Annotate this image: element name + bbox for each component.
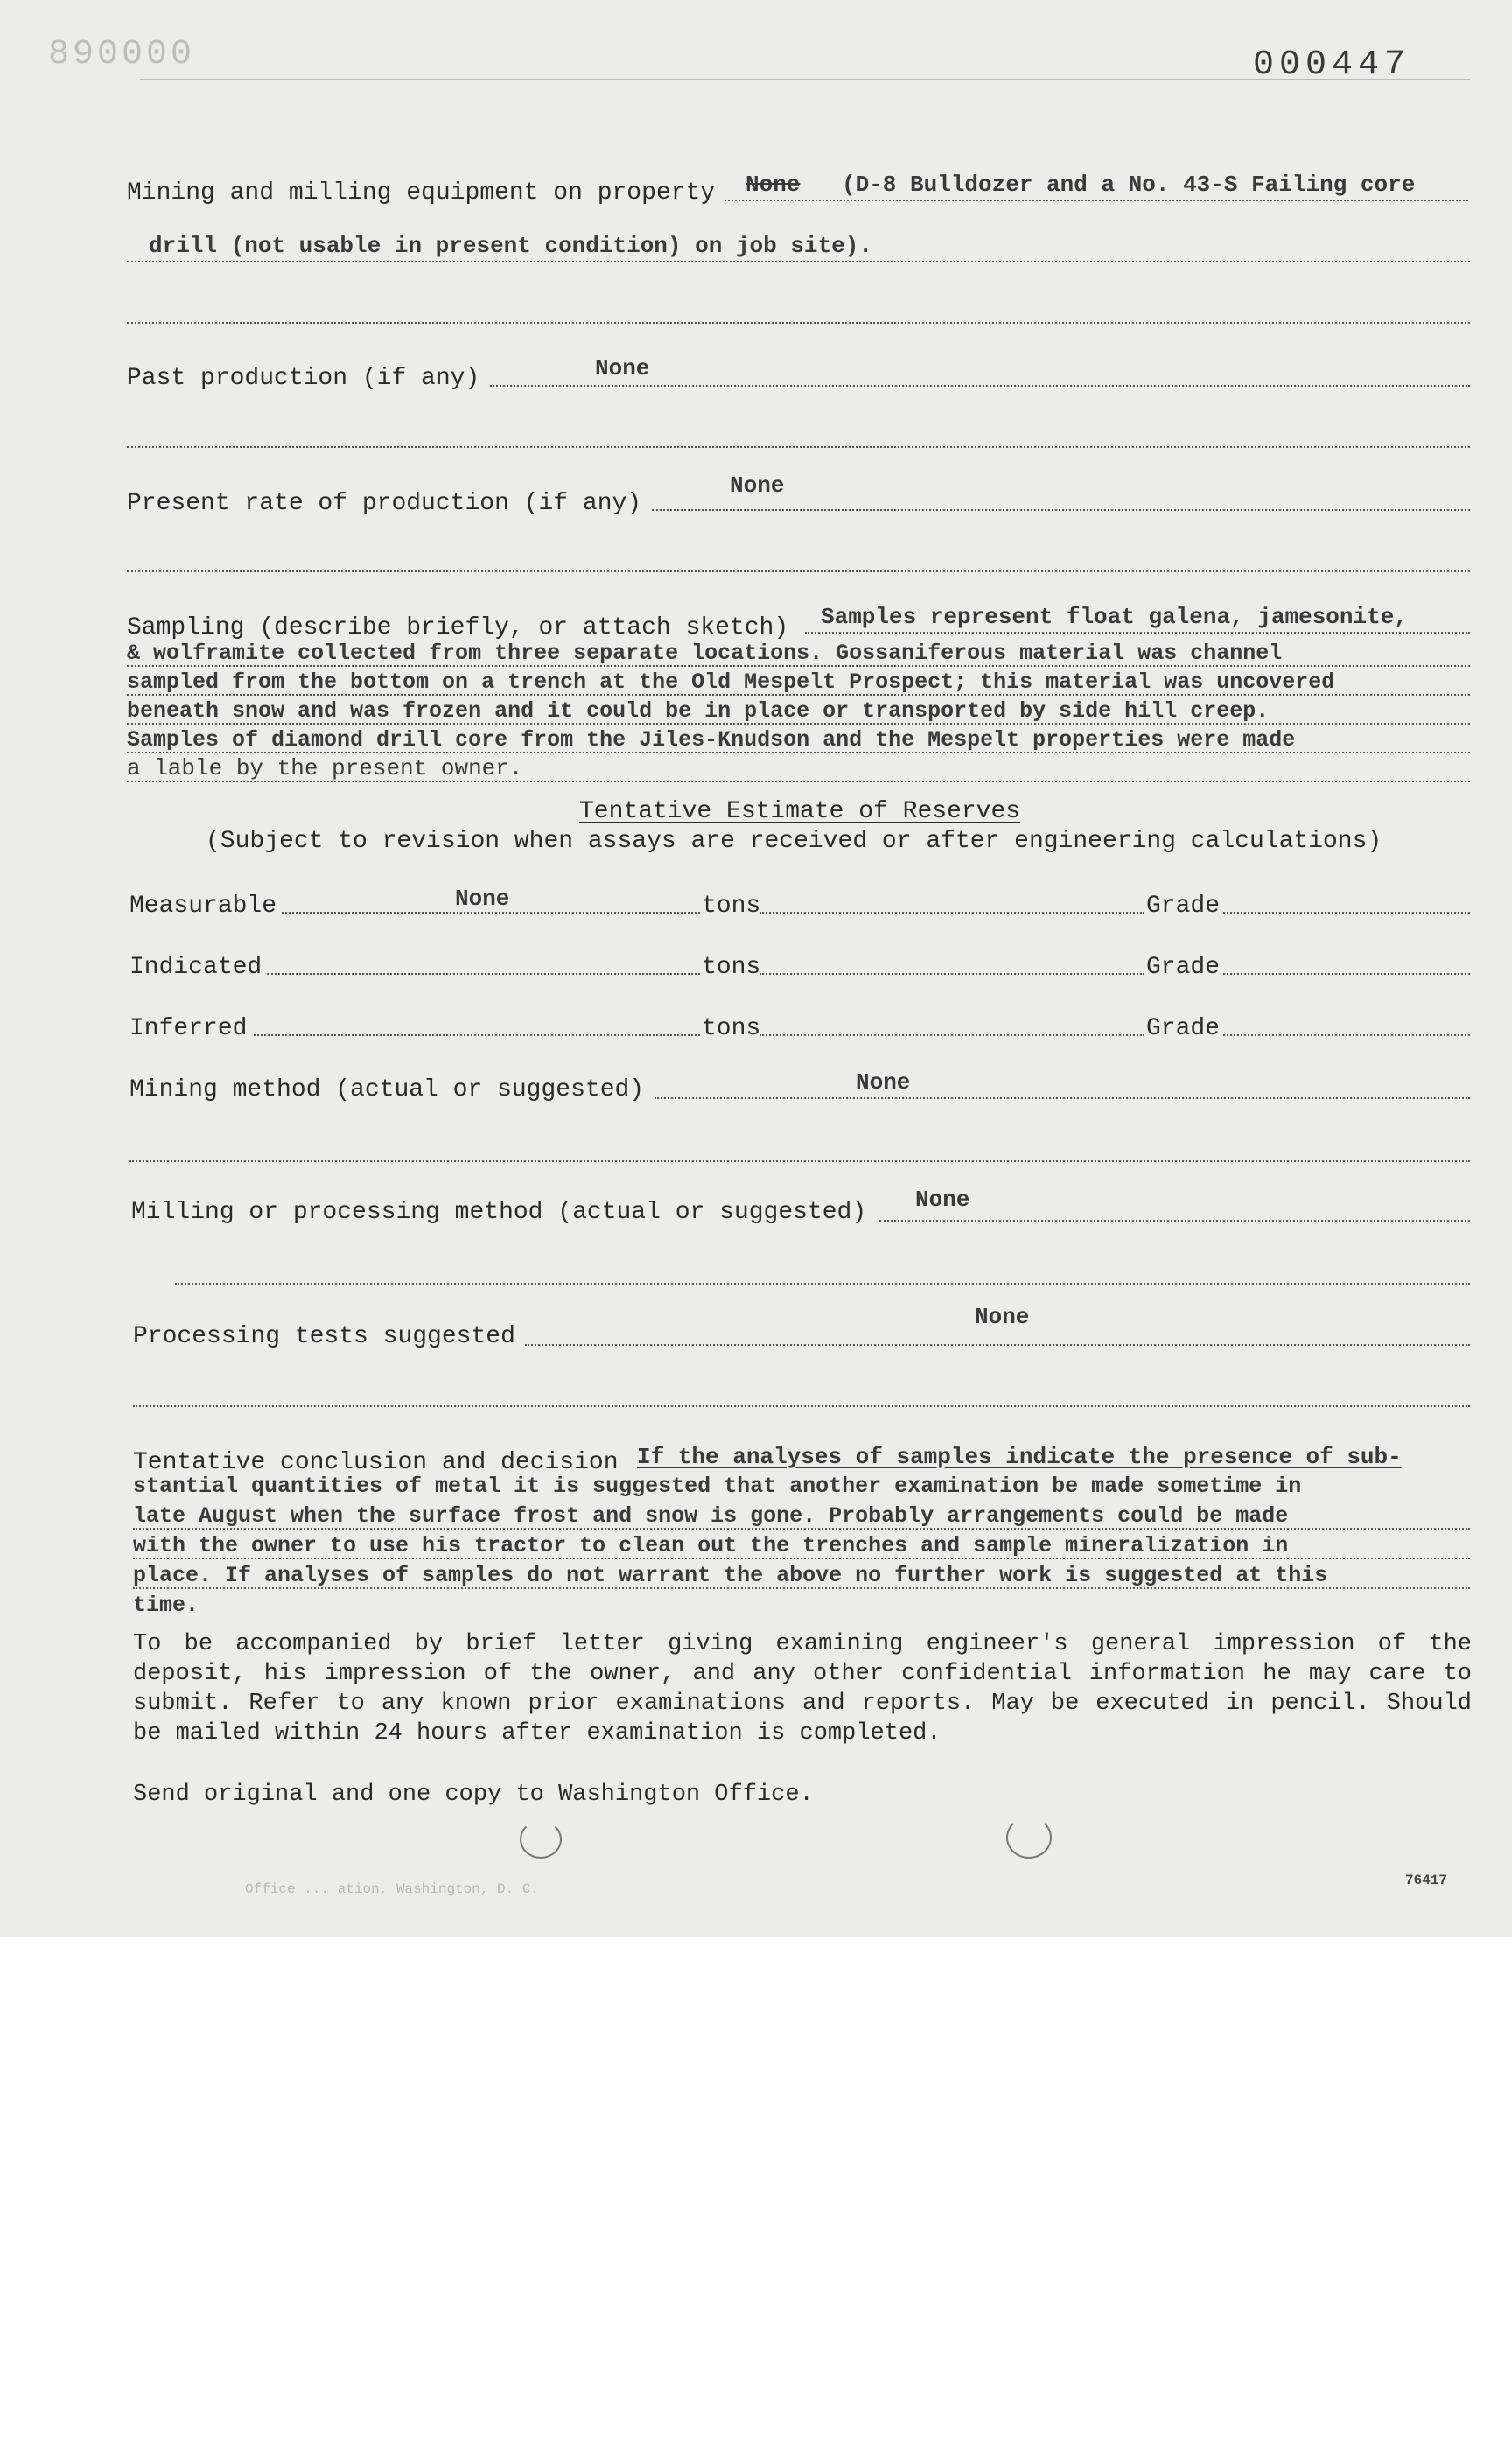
sampling-dotline-1: [805, 632, 1470, 634]
reserve-row-tons-label: tons: [702, 1015, 761, 1042]
conclusion-line-4: with the owner to use his tractor to clean out the trenches and sample mineralization in: [133, 1533, 1289, 1558]
reserve-row-dotline: [267, 973, 700, 975]
milling-method-value: None: [915, 1186, 970, 1213]
past-production-dotline: [490, 385, 1470, 387]
stamp-mark-right: [1006, 1816, 1052, 1858]
sampling-line-4: beneath snow and was frozen and it could be in place or transported by side hill creep.: [127, 698, 1270, 724]
mining-method-dotline-2: [130, 1160, 1470, 1162]
form-code: 76417: [1405, 1872, 1448, 1888]
printer-imprint: Office ... ation, Washington, D. C.: [245, 1881, 540, 1897]
reserve-row-grade-dotline: [1223, 973, 1470, 975]
processing-tests-dotline: [525, 1344, 1470, 1346]
present-rate-label: Present rate of production (if any): [127, 490, 642, 517]
sampling-line-5: Samples of diamond drill core from the Jiles-Knudson and the Mespelt properties were made: [127, 727, 1296, 752]
mining-method-value: None: [856, 1069, 911, 1096]
sampling-line-6: a lable by the present owner.: [127, 755, 523, 781]
equipment-label: Mining and milling equipment on property: [127, 179, 716, 206]
equipment-struck-value: None: [746, 172, 801, 198]
send-instruction: Send original and one copy to Washington Office.: [133, 1782, 814, 1808]
reserve-row-grade-label: Grade: [1146, 1015, 1221, 1042]
equipment-dotline-3: [127, 322, 1470, 324]
reserve-row-label: Indicated: [130, 954, 262, 981]
present-rate-dotline: [652, 509, 1470, 511]
reserve-row-tons-label: tons: [702, 892, 761, 920]
equipment-value-line-1: (D-8 Bulldozer and a No. 43-S Failing core: [842, 172, 1416, 198]
sampling-line-3: sampled from the bottom on a trench at the Old Mespelt Prospect; this material was uncovered: [127, 669, 1335, 695]
equipment-dotline-1: [724, 200, 1468, 201]
reserve-row-dotline: [282, 912, 700, 914]
faint-document-number: 890000: [48, 35, 196, 74]
past-production-label: Past production (if any): [127, 365, 480, 392]
sampling-dotline-3: [127, 694, 1470, 696]
instructions-paragraph: To be accompanied by brief letter giving examining engineer's general impression of the deposit, his impression of the owner, and any other confidential information he may care to submit. Refer to any known prior examinations and reports. May be executed in pencil. Should be mailed within 24 hours after examination is completed.: [133, 1631, 1472, 1746]
header-rule: [140, 79, 1470, 80]
present-rate-dotline-2: [127, 570, 1470, 572]
conclusion-dotline-4: [133, 1558, 1470, 1559]
conclusion-line-2: stantial quantities of metal it is suggested that another examination be made sometime in: [133, 1474, 1302, 1499]
reserve-row-tons-dotline: [760, 973, 1144, 975]
milling-method-dotline-2: [175, 1283, 1470, 1284]
reserves-title: Tentative Estimate of Reserves: [579, 798, 1021, 825]
page-number: 000447: [1253, 46, 1411, 85]
reserve-row-label: Inferred: [130, 1015, 248, 1042]
stamp-mark-left: [520, 1820, 562, 1858]
processing-tests-label: Processing tests suggested: [133, 1323, 515, 1350]
reserve-row-label: Measurable: [130, 892, 277, 920]
sampling-dotline-6: [127, 780, 1470, 782]
conclusion-label: Tentative conclusion and decision: [133, 1449, 619, 1476]
conclusion-line-5: place. If analyses of samples do not warrant the above no further work is suggested at this: [133, 1563, 1328, 1588]
processing-tests-dotline-2: [133, 1405, 1470, 1407]
sampling-dotline-2: [127, 665, 1470, 667]
sampling-label: Sampling (describe briefly, or attach sketch): [127, 614, 789, 641]
equipment-dotline-2: [127, 261, 1470, 262]
mining-method-dotline: [654, 1097, 1470, 1099]
sampling-line-1: Samples represent float galena, jamesonite,: [821, 604, 1408, 630]
reserve-row-grade-dotline: [1223, 1034, 1470, 1036]
conclusion-line-6: time.: [133, 1592, 200, 1618]
processing-tests-value: None: [975, 1304, 1030, 1330]
equipment-value-line-2: drill (not usable in present condition) on job site).: [149, 233, 872, 259]
conclusion-dotline-5: [133, 1587, 1470, 1589]
past-production-dotline-2: [127, 446, 1470, 448]
reserve-row-value: None: [455, 886, 510, 912]
present-rate-value: None: [730, 472, 785, 499]
mining-method-label: Mining method (actual or suggested): [130, 1076, 645, 1103]
conclusion-dotline-3: [133, 1528, 1470, 1530]
sampling-dotline-4: [127, 723, 1470, 724]
reserve-row-grade-dotline: [1223, 912, 1470, 914]
milling-method-dotline: [879, 1220, 1470, 1222]
sampling-line-2: & wolframite collected from three separate locations. Gossaniferous material was channel: [127, 640, 1283, 666]
past-production-value: None: [595, 355, 650, 382]
milling-method-label: Milling or processing method (actual or suggested): [131, 1199, 867, 1226]
reserve-row-dotline: [254, 1034, 700, 1036]
sampling-dotline-5: [127, 752, 1470, 753]
conclusion-line-3: late August when the surface frost and snow is gone. Probably arrangements could be made: [133, 1503, 1289, 1529]
reserve-row-tons-dotline: [760, 912, 1144, 914]
reserves-subtitle: (Subject to revision when assays are received or after engineering calculations): [206, 828, 1382, 855]
reserve-row-tons-label: tons: [702, 954, 761, 981]
reserve-row-tons-dotline: [760, 1034, 1144, 1036]
reserve-row-grade-label: Grade: [1146, 892, 1221, 920]
conclusion-line-1: If the analyses of samples indicate the presence of sub-: [637, 1444, 1402, 1470]
reserve-row-grade-label: Grade: [1146, 954, 1221, 981]
